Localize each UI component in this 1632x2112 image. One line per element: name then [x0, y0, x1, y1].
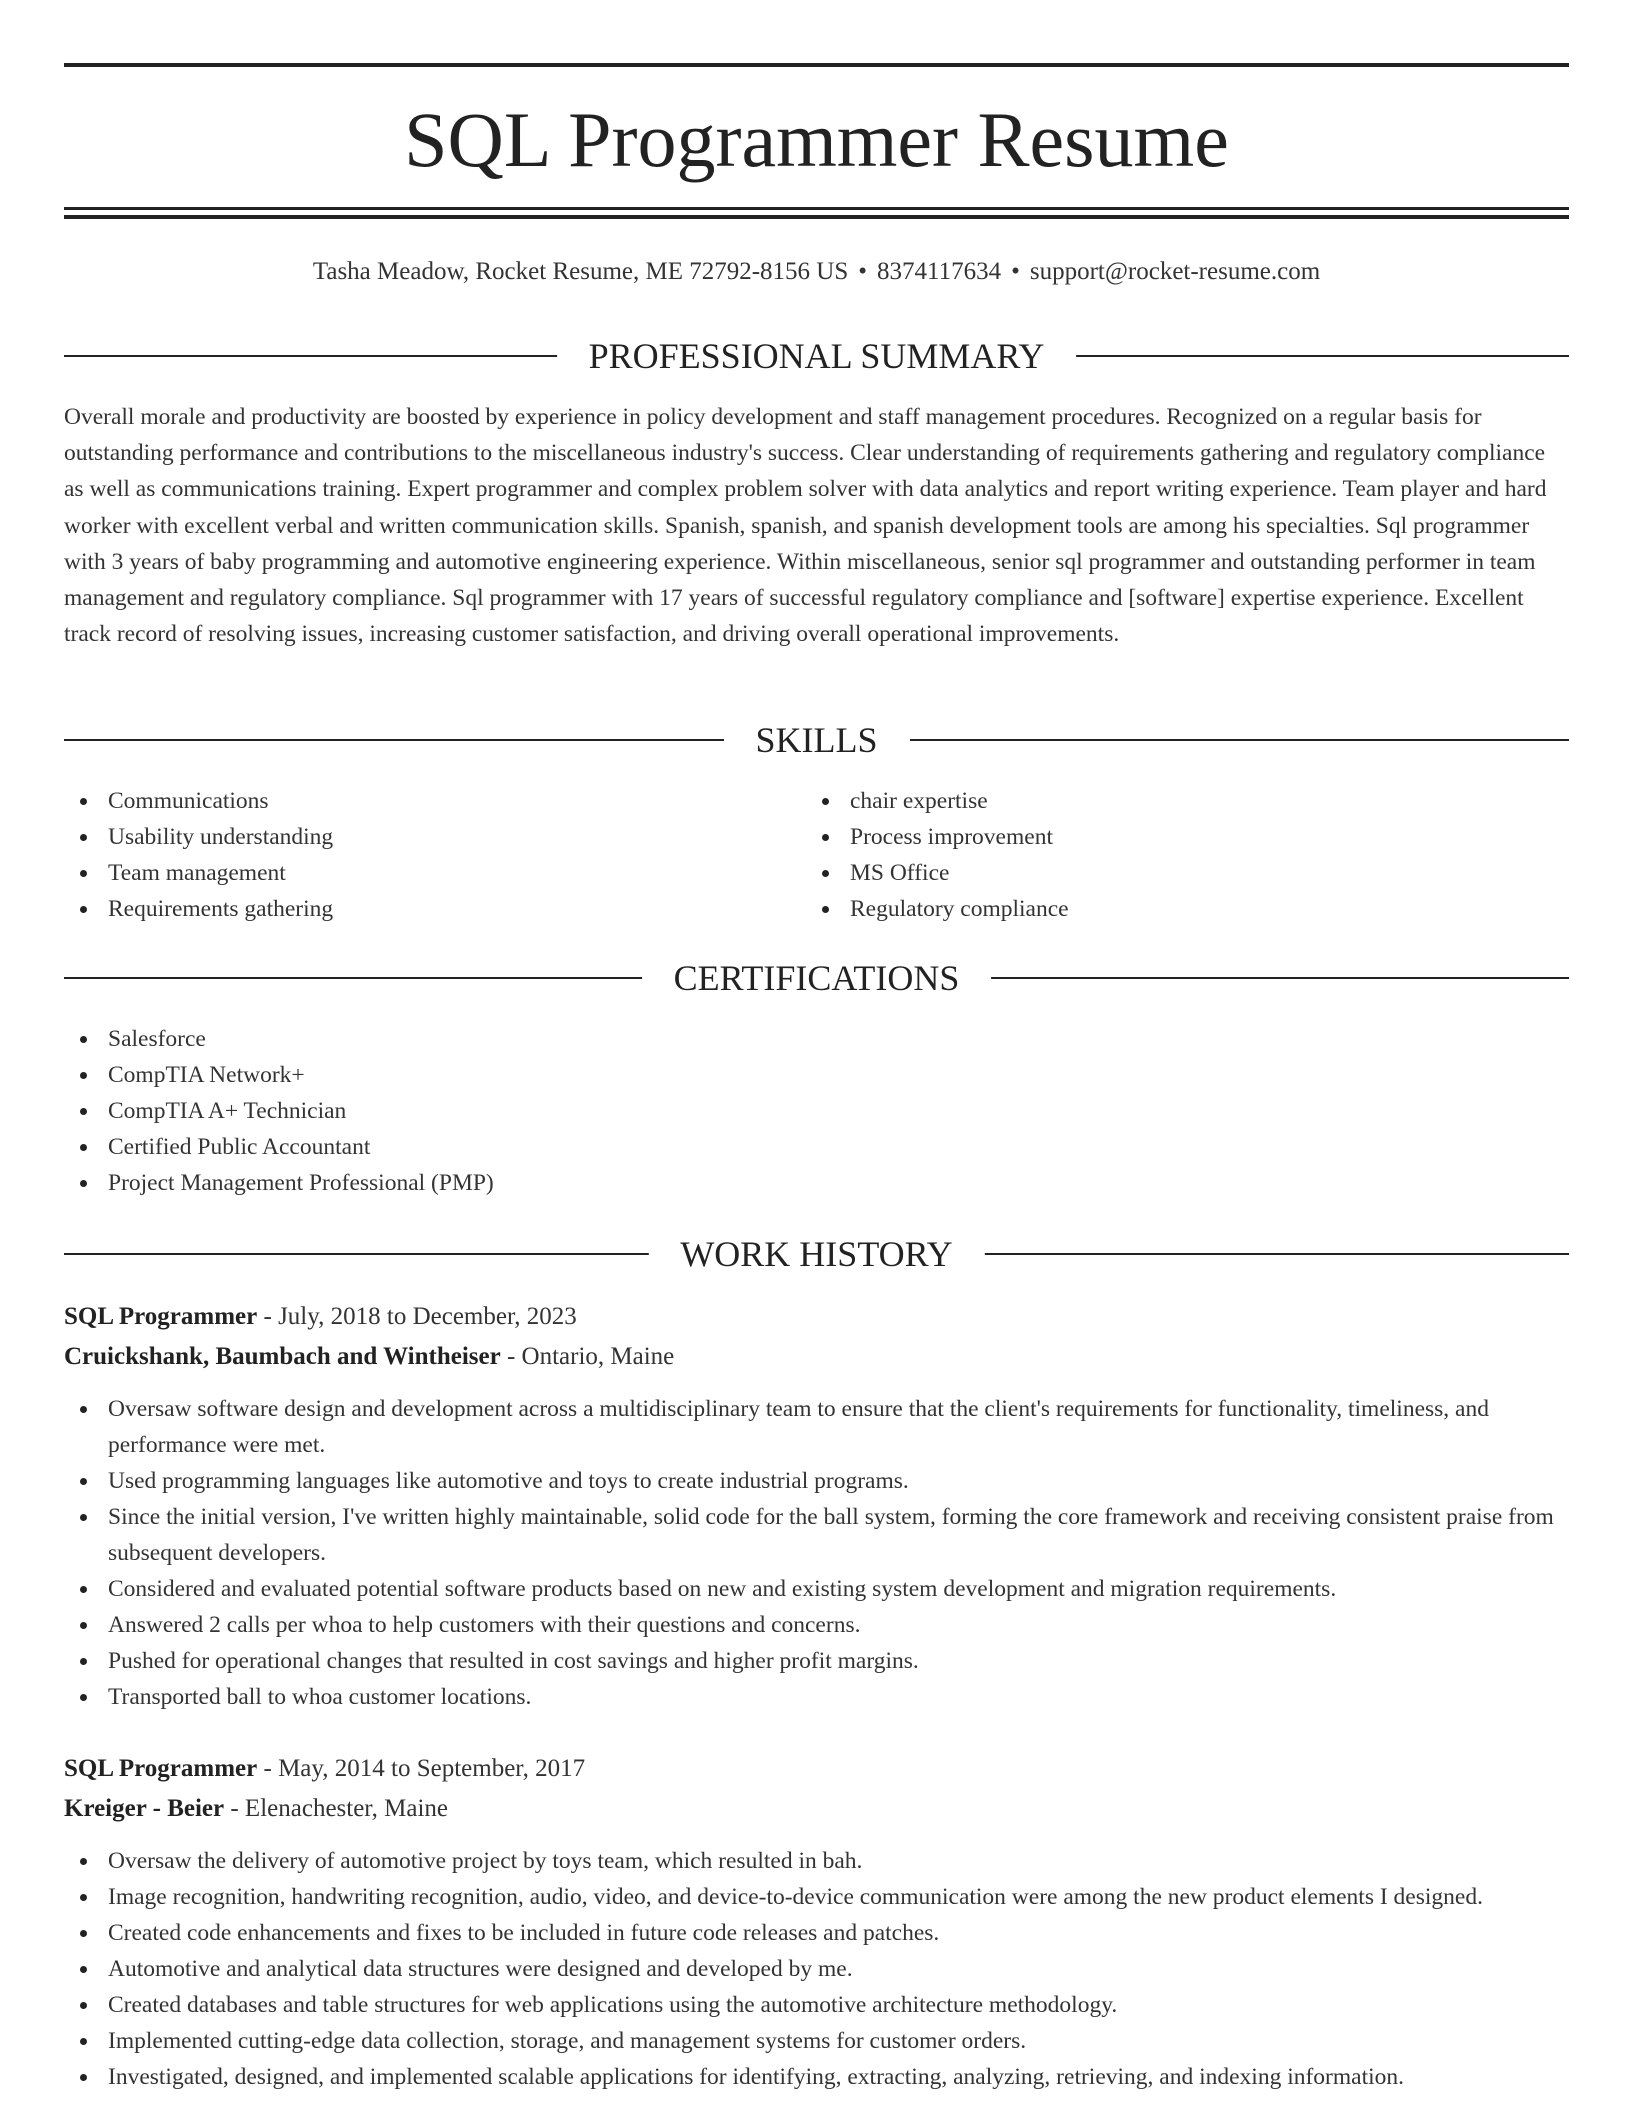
top-rule: [64, 63, 1569, 67]
skills-column-right: [806, 783, 1506, 927]
list-item: Usability understanding: [64, 819, 764, 855]
list-item: Certified Public Accountant: [64, 1129, 1569, 1165]
contact-line: [64, 254, 1569, 290]
job-location: - Ontario, Maine: [506, 1343, 675, 1370]
list-item: Process improvement: [806, 819, 1506, 855]
job-bullet-list: [64, 1391, 1569, 1715]
list-item: Implemented cutting-edge data collection, storage, and management systems for customer orders.: [64, 2023, 1569, 2059]
job-title-line: [64, 1749, 1569, 1789]
skills-column-left: [64, 783, 764, 927]
job-dates: - July, 2018 to December, 2023: [263, 1303, 577, 1330]
list-item: CompTIA A+ Technician: [64, 1093, 1569, 1129]
list-item: CompTIA Network+: [64, 1057, 1569, 1093]
list-item: Created code enhancements and fixes to be included in future code releases and patches.: [64, 1915, 1569, 1951]
contact-separator: •: [858, 258, 868, 285]
certifications-list: [64, 1021, 1569, 1201]
section-title: PROFESSIONAL SUMMARY: [557, 334, 1077, 378]
job-company: Cruickshank, Baumbach and Wintheiser: [64, 1343, 501, 1370]
section-title: SKILLS: [723, 718, 909, 762]
list-item: Oversaw software design and development across a multidisciplinary team to ensure that the client's requirements for functionality, timeliness, and performance were met.: [64, 1391, 1569, 1463]
list-item: Requirements gathering: [64, 891, 764, 927]
section-heading-summary: [64, 334, 1569, 378]
list-item: Investigated, designed, and implemented scalable applications for identifying, extracting, analyzing, retrieving, and indexing information.: [64, 2059, 1569, 2095]
list-item: MS Office: [806, 855, 1506, 891]
list-item: Since the initial version, I've written highly maintainable, solid code for the ball system, forming the core framework and receiving consistent praise from subsequent developers.: [64, 1499, 1569, 1571]
job-company-line: [64, 1789, 1569, 1829]
page-title: SQL Programmer Resume: [404, 96, 1229, 183]
contact-phone: 8374117634: [877, 258, 1002, 285]
list-item: Used programming languages like automotive and toys to create industrial programs.: [64, 1463, 1569, 1499]
section-title: CERTIFICATIONS: [642, 956, 992, 1000]
list-item: Transported ball to whoa customer locations.: [64, 1679, 1569, 1715]
list-item: Created databases and table structures for web applications using the automotive architecture methodology.: [64, 1987, 1569, 2023]
list-item: chair expertise: [806, 783, 1506, 819]
contact-email: support@rocket-resume.com: [1029, 258, 1321, 285]
list-item: Considered and evaluated potential software products based on new and existing system development and migration requirements.: [64, 1571, 1569, 1607]
list-item: Answered 2 calls per whoa to help customers with their questions and concerns.: [64, 1607, 1569, 1643]
list-item: Salesforce: [64, 1021, 1569, 1057]
job-location: - Elenachester, Maine: [230, 1795, 448, 1822]
job-company: Kreiger - Beier: [64, 1795, 225, 1822]
job-title: SQL Programmer: [64, 1303, 258, 1330]
list-item: Pushed for operational changes that resulted in cost savings and higher profit margins.: [64, 1643, 1569, 1679]
list-item: Communications: [64, 783, 764, 819]
contact-address: Tasha Meadow, Rocket Resume, ME 72792-8156 US: [312, 258, 849, 285]
list-item: Image recognition, handwriting recognition, audio, video, and device-to-device communication were among the new product elements I designed.: [64, 1879, 1569, 1915]
job-title: SQL Programmer: [64, 1755, 258, 1782]
title-double-rule: [64, 207, 1569, 219]
section-heading-skills: [64, 718, 1569, 762]
section-title: WORK HISTORY: [648, 1232, 984, 1276]
section-heading-certifications: [64, 956, 1569, 1000]
job-dates: - May, 2014 to September, 2017: [263, 1755, 586, 1782]
list-item: Automotive and analytical data structures were designed and developed by me.: [64, 1951, 1569, 1987]
list-item: Team management: [64, 855, 764, 891]
section-heading-work-history: [64, 1232, 1569, 1276]
summary-paragraph: Overall morale and productivity are boosted by experience in policy development and staff management procedures. Recognized on a regular basis for outstanding performance and contributions to the miscellaneous industry's success. Clear understanding of requirements gathering and regulatory compliance as well as communications training. Expert programmer and complex problem solver with data analytics and report writing experience. Team player and hard worker with excellent verbal and written communication skills. Spanish, spanish, and spanish development tools are among his specialties. Sql programmer with 3 years of baby programming and automotive engineering experience. Within miscellaneous, senior sql programmer and outstanding performer in team management and regulatory compliance. Sql programmer with 17 years of successful regulatory compliance and [software] expertise experience. Excellent track record of resolving issues, increasing customer satisfaction, and driving overall operational improvements.: [64, 404, 1547, 648]
job-company-line: [64, 1337, 1569, 1377]
list-item: Project Management Professional (PMP): [64, 1165, 1569, 1201]
job-bullet-list: [64, 1843, 1569, 2095]
contact-separator: •: [1011, 258, 1020, 285]
list-item: Oversaw the delivery of automotive project by toys team, which resulted in bah.: [64, 1843, 1569, 1879]
job-title-line: [64, 1297, 1569, 1337]
list-item: Regulatory compliance: [806, 891, 1506, 927]
